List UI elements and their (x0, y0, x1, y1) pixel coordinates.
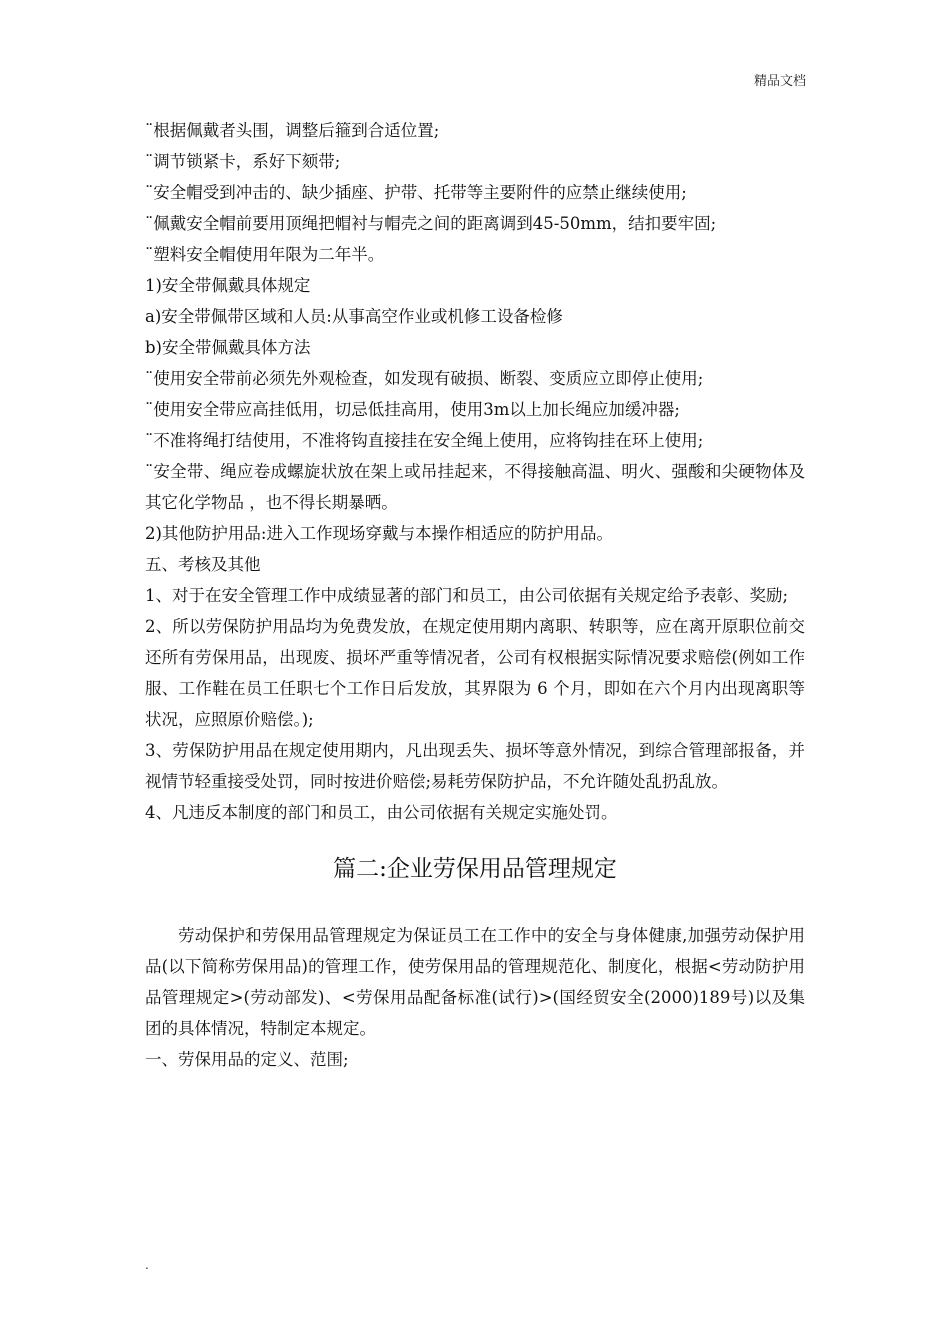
text-line: a)安全带佩带区域和人员:从事高空作业或机修工设备检修 (145, 307, 563, 326)
text-line: ¨调节锁紧卡，系好下颏带; (145, 152, 341, 171)
text-line: ¨不准将绳打结使用，不准将钩直接挂在安全绳上使用，应将钩挂在环上使用; (145, 431, 704, 450)
text-line: ¨佩戴安全帽前要用顶绳把帽衬与帽壳之间的距离调到45-50mm，结扣要牢固; (145, 214, 717, 233)
text-line: b)安全带佩戴具体方法 (145, 338, 311, 357)
text-paragraph: 2)其他防护用品:进入工作现场穿戴与本操作相适应的防护用品。 (145, 524, 613, 543)
text-line: ¨使用安全带前必须先外观检查，如发现有破损、断裂、变质应立即停止使用; (145, 369, 704, 388)
page-footer-mark: . (145, 1258, 149, 1272)
text-line: 1)安全带佩戴具体规定 (145, 276, 311, 295)
text-paragraph: 2、所以劳保防护用品均为免费发放，在规定使用期内离职、转职等，应在离开原职位前交还所有劳保用品，出现废、损坏严重等情况者，公司有权根据实际情况要求赔偿(例如工作服、工作鞋在员工任职七个工作日后发放，其界限为 6 个月，即如在六个月内出现离职等状况，应照原价赔偿。); (145, 617, 805, 729)
text-paragraph: 3、劳保防护用品在规定使用期内，凡出现丢失、损坏等意外情况，到综合管理部报备，并视情节轻重接受处罚，同时按进价赔偿;易耗劳保防护品，不允许随处乱扔乱放。 (145, 741, 805, 791)
text-paragraph: ¨安全带、绳应卷成螺旋状放在架上或吊挂起来，不得接触高温、明火、强酸和尖硬物体及其它化学物品 ，也不得长期暴晒。 (145, 462, 805, 512)
text-line: ¨安全帽受到冲击的、缺少插座、护带、托带等主要附件的应禁止继续使用; (145, 183, 687, 202)
page-header-label: 精品文档 (753, 74, 806, 89)
intro-paragraph: 劳动保护和劳保用品管理规定为保证员工在工作中的安全与身体健康,加强劳动保护用品(以下简称劳保用品)的管理工作，使劳保用品的管理规范化、制度化，根据<劳动防护用品管理规定>(劳动部发)、<劳保用品配备标准(试行)>(国经贸安全(2000)189号)以及集团的具体情况，特制定本规定。 (145, 926, 805, 1038)
section-heading: 五、考核及其他 (145, 555, 261, 574)
document-body (145, 115, 805, 1075)
text-line: ¨根据佩戴者头围，调整后箍到合适位置; (145, 121, 440, 140)
text-line: ¨使用安全带应高挂低用，切忌低挂高用，使用3m以上加长绳应加缓冲器; (145, 400, 680, 419)
section-heading: 一、劳保用品的定义、范围; (145, 1050, 349, 1069)
text-paragraph: 1、对于在安全管理工作中成绩显著的部门和员工，由公司依据有关规定给予表彰、奖励; (145, 586, 789, 605)
text-line: ¨塑料安全帽使用年限为二年半。 (145, 245, 385, 264)
text-paragraph: 4、凡违反本制度的部门和员工，由公司依据有关规定实施处罚。 (145, 803, 618, 822)
article-title: 篇二:企业劳保用品管理规定 (333, 856, 617, 882)
